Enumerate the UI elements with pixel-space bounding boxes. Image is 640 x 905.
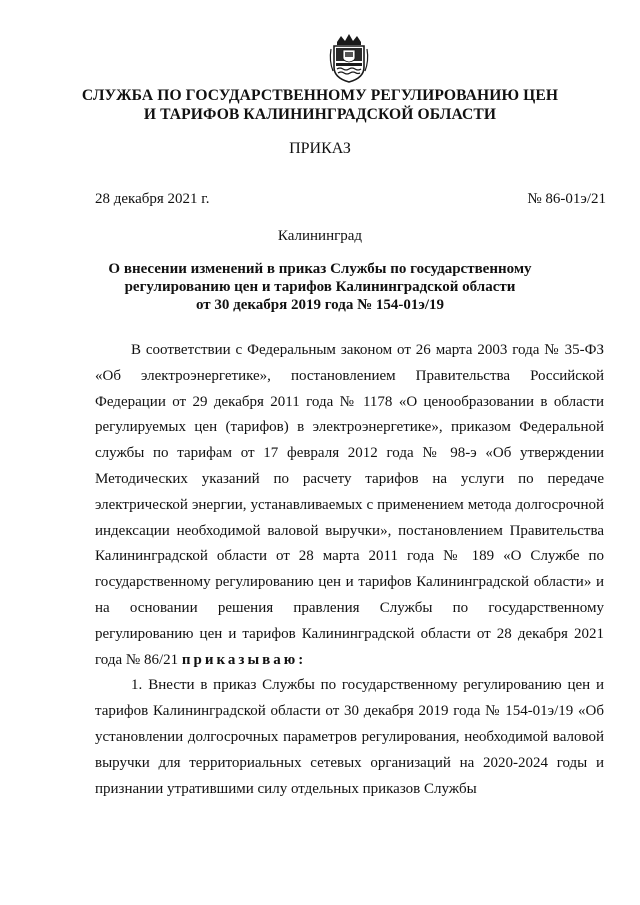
organization-name-line1: СЛУЖБА ПО ГОСУДАРСТВЕННОМУ РЕГУЛИРОВАНИЮ ЦЕН [81,87,559,104]
preamble-paragraph [95,338,604,673]
order-word: приказываю: [181,651,307,668]
item-1-number: 1. [131,677,143,694]
organization-name-line2: И ТАРИФОВ КАЛИНИНГРАДСКОЙ ОБЛАСТИ [143,106,497,123]
document-date: 28 декабря 2021 г. [95,191,210,207]
document-title [0,260,640,314]
document-number: № 86-01э/21 [527,191,606,207]
kaliningrad-coat-of-arms-icon [327,33,371,83]
document-body [95,338,604,802]
document-title-line1: О внесении изменений в приказ Службы по государственному [108,261,532,277]
document-title-line3: от 30 декабря 2019 года № 154-01э/19 [195,297,445,313]
organization-name [0,86,640,124]
document-type: ПРИКАЗ [289,140,351,157]
item-1-text: Внести в приказ Службы по государственному регулированию цен и тарифов Калининградской области от 30 декабря 2019 года № 154-01э/19 «Об установлении долгосрочных параметров регулирования, необходимой валовой выручки для территориальных сетевых организаций на 2020-2024 годы и признании утратившими силу отдельных приказов Службы [95,677,604,797]
document-title-line2: регулированию цен и тарифов Калининградской области [124,279,516,295]
preamble-text: В соответствии с Федеральным законом от 26 марта 2003 года № 35-ФЗ «Об электроэнергетике», постановлением Правительства Российской Федерации от 29 декабря 2011 года № 1178 «О ценообразовании в области регулируемых цен (тарифов) в электроэнергетике», приказом Федеральной службы по тарифам от 17 февраля 2012 года № 98-э «Об утверждении Методических указаний по расчету тарифов на услуги по передаче электрической энергии, устанавливаемых с применением метода долгосрочной индексации необходимой валовой выручки», постановлением Правительства Калининградской области от 28 марта 2011 года № 189 «О Службе по государственному регулированию цен и тарифов Калининградской области» и на основании решения правления Службы по государственному регулированию цен и тарифов Калининградской области от 28 декабря 2021 года № 86/21 [95,342,604,668]
item-1-paragraph [95,673,604,802]
document-city: Калининград [277,228,363,244]
